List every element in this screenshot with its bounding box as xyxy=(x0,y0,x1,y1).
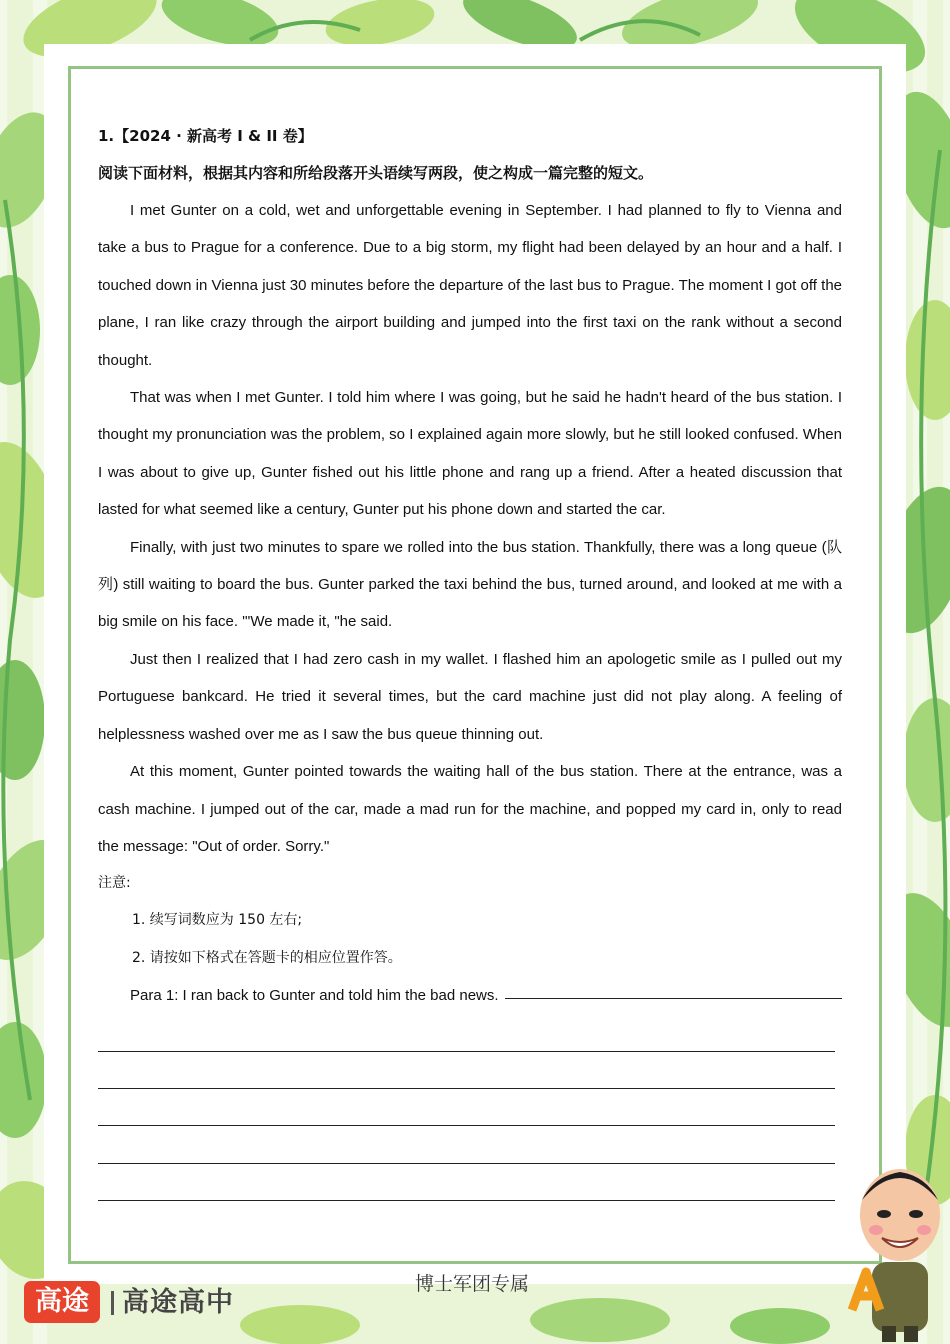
para1-answer-blank[interactable] xyxy=(505,977,842,999)
notes-title: 注意: xyxy=(98,875,131,892)
answer-line[interactable] xyxy=(98,1126,835,1163)
passage-paragraph-1: I met Gunter on a cold, wet and unforgettable evening in September. I had planned to fly to Vienna and take a bus to Prague for a conference. Due to a big storm, my flight had been delayed by an hour and a half. I touched down in Vienna just 30 minutes before the departure of the last bus to Prague. The moment I got off the plane, I ran like crazy through the airport building and jumped into the first taxi on the rank without a second thought. xyxy=(98,202,842,369)
para1-prompt: Para 1: I ran back to Gunter and told him the bad news. xyxy=(130,987,499,1005)
passage-paragraph-5: At this moment, Gunter pointed towards the waiting hall of the bus station. There at the entrance, was a cash machine. I jumped out of the car, made a mad run for the machine, and popped my card in, only to read the message: "Out of order. Sorry." xyxy=(98,763,842,855)
answer-line[interactable] xyxy=(98,1089,835,1126)
brand-logo-text: 高途高中 xyxy=(122,1287,234,1318)
answer-line[interactable] xyxy=(98,1052,835,1089)
answer-line[interactable] xyxy=(98,1164,835,1201)
para1-prompt-row xyxy=(98,977,842,1014)
passage-paragraph-4: Just then I realized that I had zero cash in my wallet. I flashed him an apologetic smile as I pulled out my Portuguese bankcard. He tried it several times, but the card machine just did not play along. A feeling of helplessness washed over me as I saw the bus queue thinning out. xyxy=(98,650,842,743)
brand-logo-badge: 高途 xyxy=(24,1281,100,1323)
question-content xyxy=(98,118,842,1201)
teacher-mascot-icon xyxy=(846,1160,950,1344)
question-header: 1.【2024 · 新高考 I & II 卷】 xyxy=(98,127,313,145)
passage-paragraph-2: That was when I met Gunter. I told him where I was going, but he said he hadn't heard of the bus station. I thought my pronunciation was the problem, so I explained again more slowly, but he still looked confused. When I was about to give up, Gunter fished out his little phone and rang up a friend. After a heated discussion that lasted for what seemed like a century, Gunter put his phone down and started the car. xyxy=(98,389,842,519)
note-item-2: 2. 请按如下格式在答题卡的相应位置作答。 xyxy=(132,949,402,966)
passage-paragraph-3: Finally, with just two minutes to spare we rolled into the bus station. Thankfully, there was a long queue (队列) still waiting to board the bus. Gunter parked the taxi behind the bus, turned around, and looked at me with a big smile on his face. "'We made it, "he said. xyxy=(98,538,842,631)
logo-divider xyxy=(111,1291,114,1315)
question-instruction: 阅读下面材料，根据其内容和所给段落开头语续写两段，使之构成一篇完整的短文。 xyxy=(98,164,654,182)
answer-line[interactable] xyxy=(98,1014,835,1051)
footer-watermark: 博士军团专属 xyxy=(414,1273,529,1295)
note-item-1: 1. 续写词数应为 150 左右; xyxy=(132,912,303,929)
